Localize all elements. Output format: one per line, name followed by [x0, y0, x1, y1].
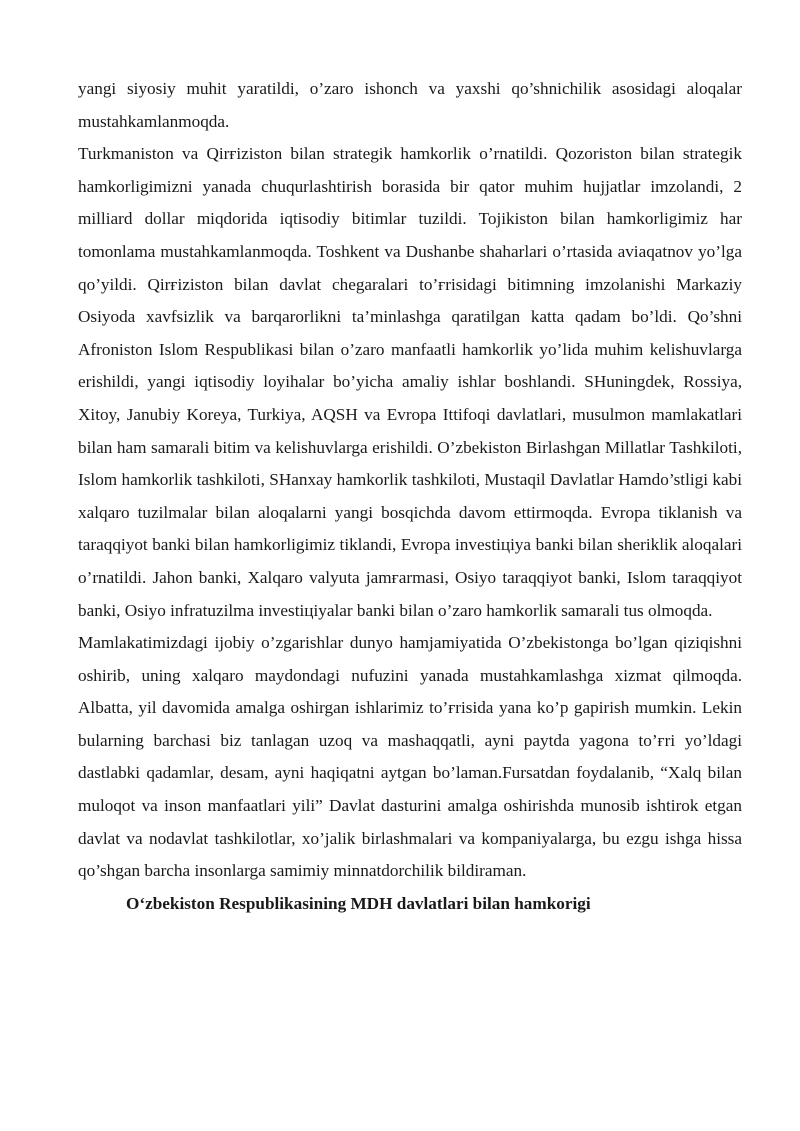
document-page	[78, 73, 742, 920]
section-heading: O‘zbekiston Respublikasining MDH davlatlari bilan hamkorigi	[126, 893, 591, 913]
paragraph-intro: yangi siyosiy muhit yaratildi, o’zaro ishonch va yaxshi qo’shnichilik asosidagi aloqalar mustahkamlanmoqda.	[78, 79, 742, 131]
paragraph-regional-cooperation: Turkmaniston va Qirғiziston bilan strategik hamkorlik o’rnatildi. Qozoriston bilan strategik hamkorligimizni yanada chuqurlashtirish borasida bir qator muhim hujjatlar imzolandi, 2 milliard dollar miqdorida iqtisodiy bitimlar tuzildi. Tojikiston bilan hamkorligimiz har tomonlama mustahkamlanmoqda. Toshkent va Dushanbe shaharlari o’rtasida aviaqatnov yo’lga qo’yildi. Qirғiziston bilan davlat chegaralari to’ғrisidagi bitimning imzolanishi Markaziy Osiyoda xavfsizlik va barqarorlikni ta’minlashga qaratilgan katta qadam bo’ldi. Qo’shni Afroniston Islom Respublikasi bilan o’zaro manfaatli hamkorlik yo’lida muhim kelishuvlarga erishildi, yangi iqtisodiy loyihalar bo’yicha amaliy ishlar boshlandi. SHuningdek, Rossiya, Xitoy, Janubiy Koreya, Turkiya, AQSH va Evropa Ittifoqi davlatlari, musulmon mamlakatlari bilan ham samarali bitim va kelishuvlarga erishildi. O’zbekiston Birlashgan Millatlar Tashkiloti, Islom hamkorlik tashkiloti, SHanxay hamkorlik tashkiloti, Mustaqil Davlatlar Hamdo’stligi kabi xalqaro tuzilmalar bilan aloqalarni yangi bosqichda davom ettirmoqda. Evropa tiklanish va taraqqiyot banki bilan hamkorligimiz tiklandi, Evropa investiцiya banki bilan sheriklik aloqalari o’rnatildi. Jahon banki, Xalqaro valyuta jamғarmasi, Osiyo taraqqiyot banki, Islom taraqqiyot banki, Osiyo infratuzilma investiцiyalar banki bilan o’zaro hamkorlik samarali tus olmoqda.	[78, 144, 742, 620]
paragraph-conclusion: Mamlakatimizdagi ijobiy o’zgarishlar dunyo hamjamiyatida O’zbekistonga bo’lgan qiziqishni oshirib, uning xalqaro maydondagi nufuzini yanada mustahkamlashga xizmat qilmoqda. Albatta, yil davomida amalga oshirgan ishlarimiz to’ғrisida yana ko’p gapirish mumkin. Lekin bularning barchasi biz tanlagan uzoq va mashaqqatli, ayni paytda yagona to’ғri yo’ldagi dastlabki qadamlar, desam, ayni haqiqatni aytgan bo’laman.Fursatdan foydalanib, “Xalq bilan muloqot va inson manfaatlari yili” Davlat dasturini amalga oshirishda munosib ishtirok etgan davlat va nodavlat tashkilotlar, xo’jalik birlashmalari va kompaniyalarga, bu ezgu ishga hissa qo’shgan barcha insonlarga samimiy minnatdorchilik bildiraman.	[78, 633, 742, 881]
